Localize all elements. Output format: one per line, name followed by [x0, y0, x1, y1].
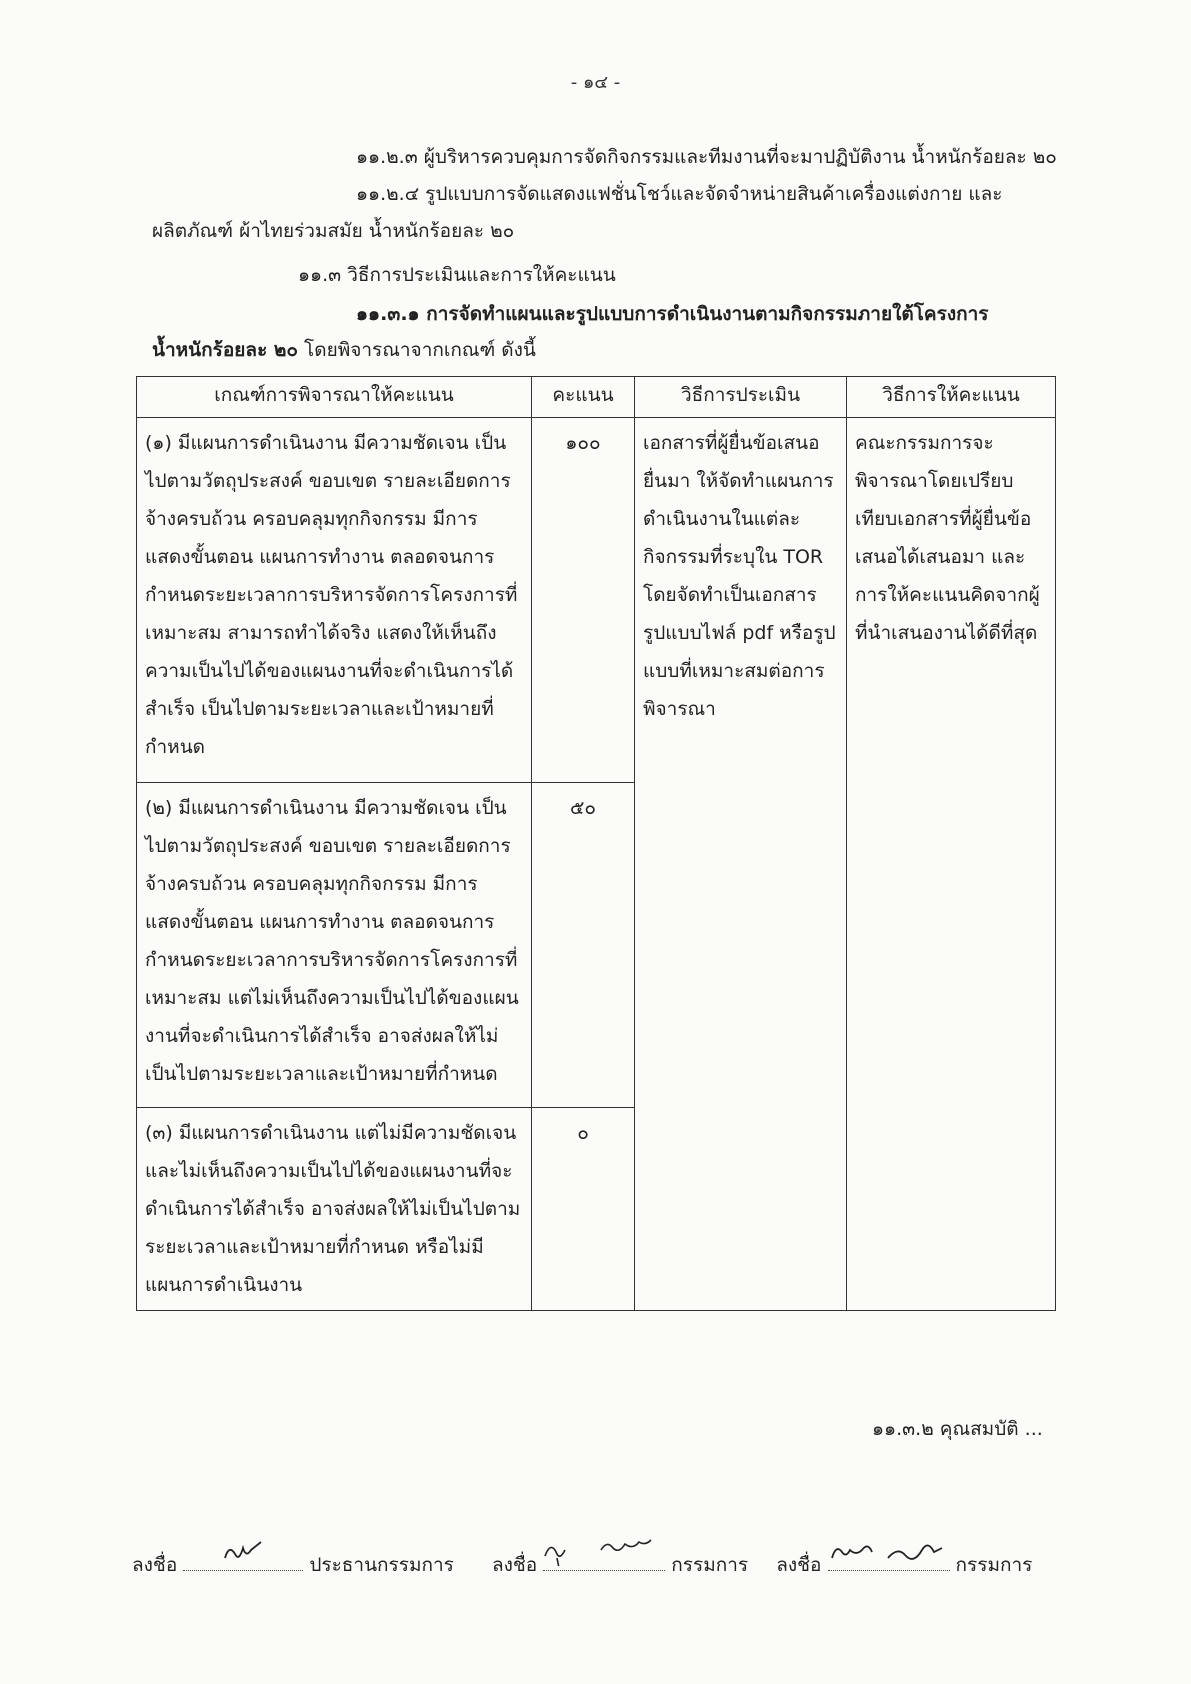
weight-text: น้ำหนักร้อยละ ๒๐	[152, 339, 299, 361]
handwritten-signature-icon	[183, 1536, 303, 1566]
sign-label: ลงชื่อ	[491, 1554, 538, 1576]
member-signature-1	[543, 1550, 665, 1571]
role-chair: ประธานกรรมการ	[309, 1554, 454, 1576]
role-member: กรรมการ	[671, 1554, 749, 1576]
subsection-heading-continued	[152, 339, 536, 362]
subsection-heading: ๑๑.๓.๑ การจัดทำแผนและรูปแบบการดำเนินงานตามกิจกรรมภายใต้โครงการ	[356, 303, 989, 325]
header-criteria: เกณฑ์การพิจารณาให้คะแนน	[137, 377, 532, 418]
signature-line	[132, 1550, 1062, 1580]
evaluation-method-cell: เอกสารที่ผู้ยื่นข้อเสนอยื่นมา ให้จัดทำแผนการดำเนินงานในแต่ละกิจกรรมที่ระบุใน TOR โดยจัดทำเป็นเอกสารรูปแบบไฟล์ pdf หรือรูปแบบที่เหมาะสมต่อการพิจารณา	[635, 418, 847, 1311]
criterion-cell: (๒) มีแผนการดำเนินงาน มีความชัดเจน เป็นไปตามวัตถุประสงค์ ขอบเขต รายละเอียดการจ้างครบถ้วน ครอบคลุมทุกกิจกรรม มีการแสดงขั้นตอน แผนการทำงาน ตลอดจนการกำหนดระยะเวลาการบริหารจัดการโครงการที่เหมาะสม แต่ไม่เห็นถึงความเป็นไปได้ของแผนงานที่จะดำเนินการได้สำเร็จ อาจส่งผลให้ไม่เป็นไปตามระยะเวลาและเป้าหมายที่กำหนด	[137, 783, 532, 1108]
score-cell: ๐	[532, 1108, 635, 1311]
section-heading: ๑๑.๓ วิธีการประเมินและการให้คะแนน	[298, 264, 616, 286]
table-row	[137, 418, 1056, 783]
page-number: - ๑๔ -	[570, 72, 621, 93]
score-cell: ๑๐๐	[532, 418, 635, 783]
member-signature-2	[828, 1550, 950, 1571]
handwritten-signature-icon	[828, 1536, 950, 1566]
chair-signature	[183, 1550, 303, 1571]
item-11-2-4-continued: ผลิตภัณฑ์ ผ้าไทยร่วมสมัย น้ำหนักร้อยละ ๒๐	[152, 220, 515, 242]
score-cell: ๕๐	[532, 783, 635, 1108]
criteria-intro: โดยพิจารณาจากเกณฑ์ ดังนี้	[298, 339, 536, 361]
item-11-2-4: ๑๑.๒.๔ รูปแบบการจัดแสดงแฟชั่นโชว์และจัดจำหน่ายสินค้าเครื่องแต่งกาย และ	[356, 183, 1003, 205]
header-evaluation-method: วิธีการประเมิน	[635, 377, 847, 418]
criteria-table	[136, 376, 1056, 1311]
item-11-2-3: ๑๑.๒.๓ ผู้บริหารควบคุมการจัดกิจกรรมและทีมงานที่จะมาปฏิบัติงาน น้ำหนักร้อยละ ๒๐	[356, 146, 1057, 168]
handwritten-signature-icon	[543, 1536, 665, 1566]
continuation-text: ๑๑.๓.๒ คุณสมบัติ ...	[872, 1418, 1043, 1440]
table-header-row	[137, 377, 1056, 418]
criterion-cell: (๑) มีแผนการดำเนินงาน มีความชัดเจน เป็นไปตามวัตถุประสงค์ ขอบเขต รายละเอียดการจ้างครบถ้วน ครอบคลุมทุกกิจกรรม มีการแสดงขั้นตอน แผนการทำงาน ตลอดจนการกำหนดระยะเวลาการบริหารจัดการโครงการที่เหมาะสม สามารถทำได้จริง แสดงให้เห็นถึงความเป็นไปได้ของแผนงานที่จะดำเนินการได้สำเร็จ เป็นไปตามระยะเวลาและเป้าหมายที่กำหนด	[137, 418, 532, 783]
criterion-cell: (๓) มีแผนการดำเนินงาน แต่ไม่มีความชัดเจน และไม่เห็นถึงความเป็นไปได้ของแผนงานที่จะดำเนินการได้สำเร็จ อาจส่งผลให้ไม่เป็นไปตามระยะเวลาและเป้าหมายที่กำหนด หรือไม่มีแผนการดำเนินงาน	[137, 1108, 532, 1311]
scoring-method-cell: คณะกรรมการจะพิจารณาโดยเปรียบเทียบเอกสารที่ผู้ยื่นข้อเสนอได้เสนอมา และการให้คะแนนคิดจากผู้ที่นำเสนองานได้ดีที่สุด	[847, 418, 1056, 1311]
header-scoring-method: วิธีการให้คะแนน	[847, 377, 1056, 418]
header-score: คะแนน	[532, 377, 635, 418]
role-member: กรรมการ	[955, 1554, 1033, 1576]
sign-label: ลงชื่อ	[132, 1554, 178, 1576]
sign-label: ลงชื่อ	[776, 1554, 822, 1576]
